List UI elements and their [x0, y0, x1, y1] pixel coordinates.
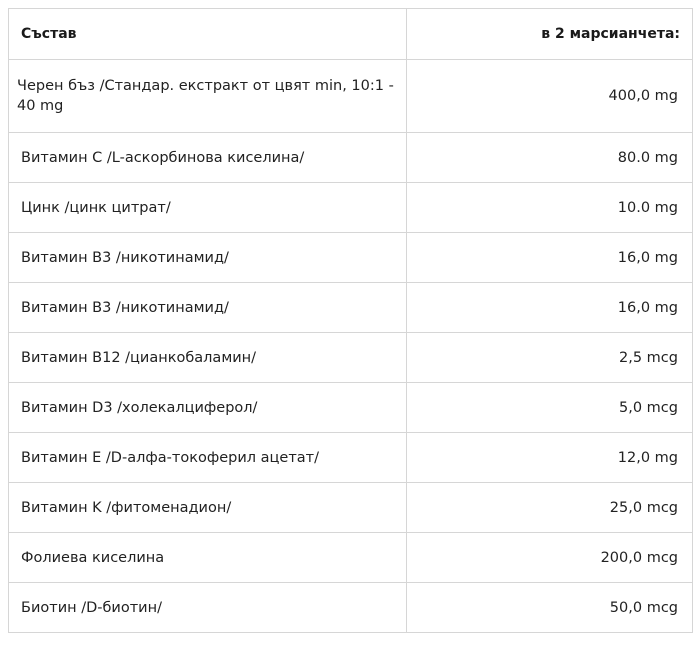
- ingredient-dose: 12,0 mg: [407, 433, 693, 483]
- ingredient-name: Витамин B12 /цианкобаламин/: [9, 333, 407, 383]
- table-row: [9, 433, 693, 483]
- ingredient-name: Витамин C /L-аскорбинова киселина/: [9, 133, 407, 183]
- table-row: [9, 183, 693, 233]
- ingredient-dose: 5,0 mcg: [407, 383, 693, 433]
- table-row: [9, 283, 693, 333]
- ingredient-dose: 200,0 mcg: [407, 533, 693, 583]
- ingredient-name: Витамин B3 /никотинамид/: [9, 233, 407, 283]
- ingredient-name: Фолиева киселина: [9, 533, 407, 583]
- ingredient-dose: 2,5 mcg: [407, 333, 693, 383]
- ingredient-name: Витамин D3 /холекалциферол/: [9, 383, 407, 433]
- table-row: [9, 383, 693, 433]
- header-composition: Състав: [9, 9, 407, 60]
- ingredient-dose: 50,0 mcg: [407, 583, 693, 633]
- ingredient-name: Витамин B3 /никотинамид/: [9, 283, 407, 333]
- ingredient-dose: 10.0 mg: [407, 183, 693, 233]
- table-row: [9, 533, 693, 583]
- table-row: [9, 483, 693, 533]
- table-row: [9, 333, 693, 383]
- ingredient-dose: 80.0 mg: [407, 133, 693, 183]
- table-body: [9, 60, 693, 633]
- table-row: [9, 233, 693, 283]
- ingredient-name: Биотин /D-биотин/: [9, 583, 407, 633]
- ingredient-dose: 16,0 mg: [407, 283, 693, 333]
- composition-table: [8, 8, 693, 633]
- table-row: [9, 583, 693, 633]
- header-row: [9, 9, 693, 60]
- ingredient-name: Цинк /цинк цитрат/: [9, 183, 407, 233]
- table-row: [9, 133, 693, 183]
- header-dose: в 2 марсианчета:: [407, 9, 693, 60]
- table-row: [9, 60, 693, 133]
- ingredient-dose: 16,0 mg: [407, 233, 693, 283]
- ingredient-dose: 400,0 mg: [407, 60, 693, 133]
- ingredient-dose: 25,0 mcg: [407, 483, 693, 533]
- ingredient-name: Витамин K /фитоменадион/: [9, 483, 407, 533]
- table-header: [9, 9, 693, 60]
- ingredient-name: Витамин E /D-алфа-токоферил ацетат/: [9, 433, 407, 483]
- ingredient-name: Черен бъз /Стандар. екстракт от цвят min, 10:1 - 40 mg: [9, 60, 407, 133]
